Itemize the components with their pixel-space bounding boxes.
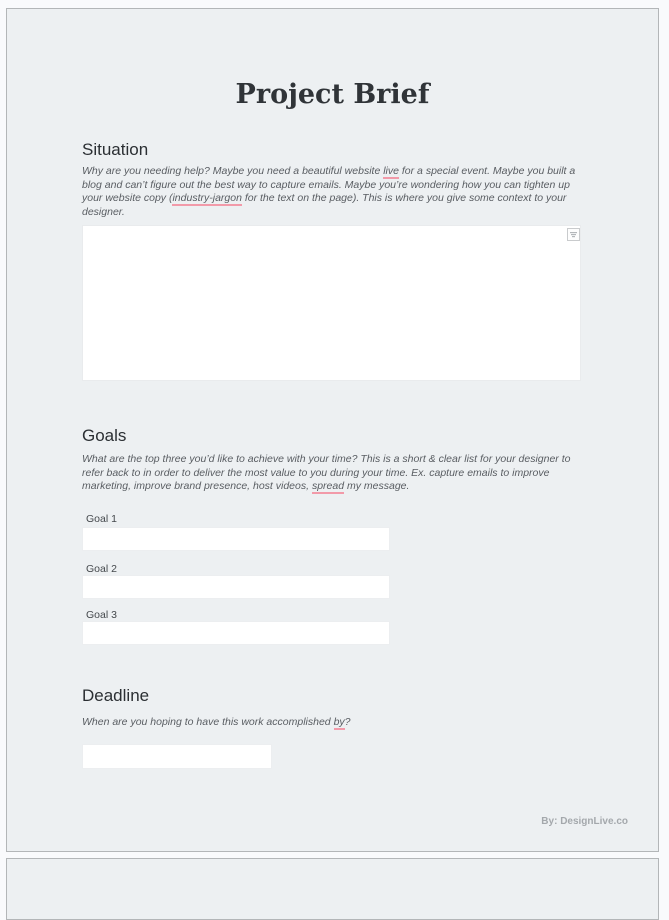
goal-2-label: Goal 2 [86,563,117,575]
credit-text: By: DesignLive.co [541,816,628,827]
situation-textarea[interactable] [82,225,581,381]
goals-description: What are the top three you’d like to achieve with your time? This is a short & clear list for your designer to refer back to in order to deliver the most value to you during your time. Ex. capture emails to improve marketing, improve brand presence, host videos, spread my message. [82,453,571,493]
goal-1-input[interactable] [82,527,390,551]
brief-card [6,8,659,852]
goals-heading: Goals [82,426,127,445]
spellcheck-underlined-word: industry-jargon [172,192,242,205]
deadline-input[interactable] [82,744,272,769]
spellcheck-underlined-word: spread [311,480,345,493]
spellcheck-underlined-word: by [333,716,345,728]
filter-lines-icon [569,231,578,238]
goal-3-input[interactable] [82,621,390,645]
deadline-description: When are you hoping to have this work accomplished by? [82,716,351,728]
goal-2-input[interactable] [82,575,390,599]
next-page-card [6,858,659,920]
situation-description: Why are you needing help? Maybe you need a beautiful website live for a special event. Maybe you built a blog and can’t figure out the best way to capture emails. Maybe you’re wondering how you can tighten up your website copy (industry-jargon for the text on the page). This is where you give some context to your designer. [82,165,576,218]
situation-heading: Situation [82,140,149,159]
field-action-button[interactable] [567,228,580,241]
spellcheck-underlined-word: live [383,165,399,177]
deadline-heading: Deadline [82,686,150,705]
page-title: Project Brief [235,79,430,110]
goal-3-label: Goal 3 [86,609,117,621]
goal-1-label: Goal 1 [86,513,117,525]
